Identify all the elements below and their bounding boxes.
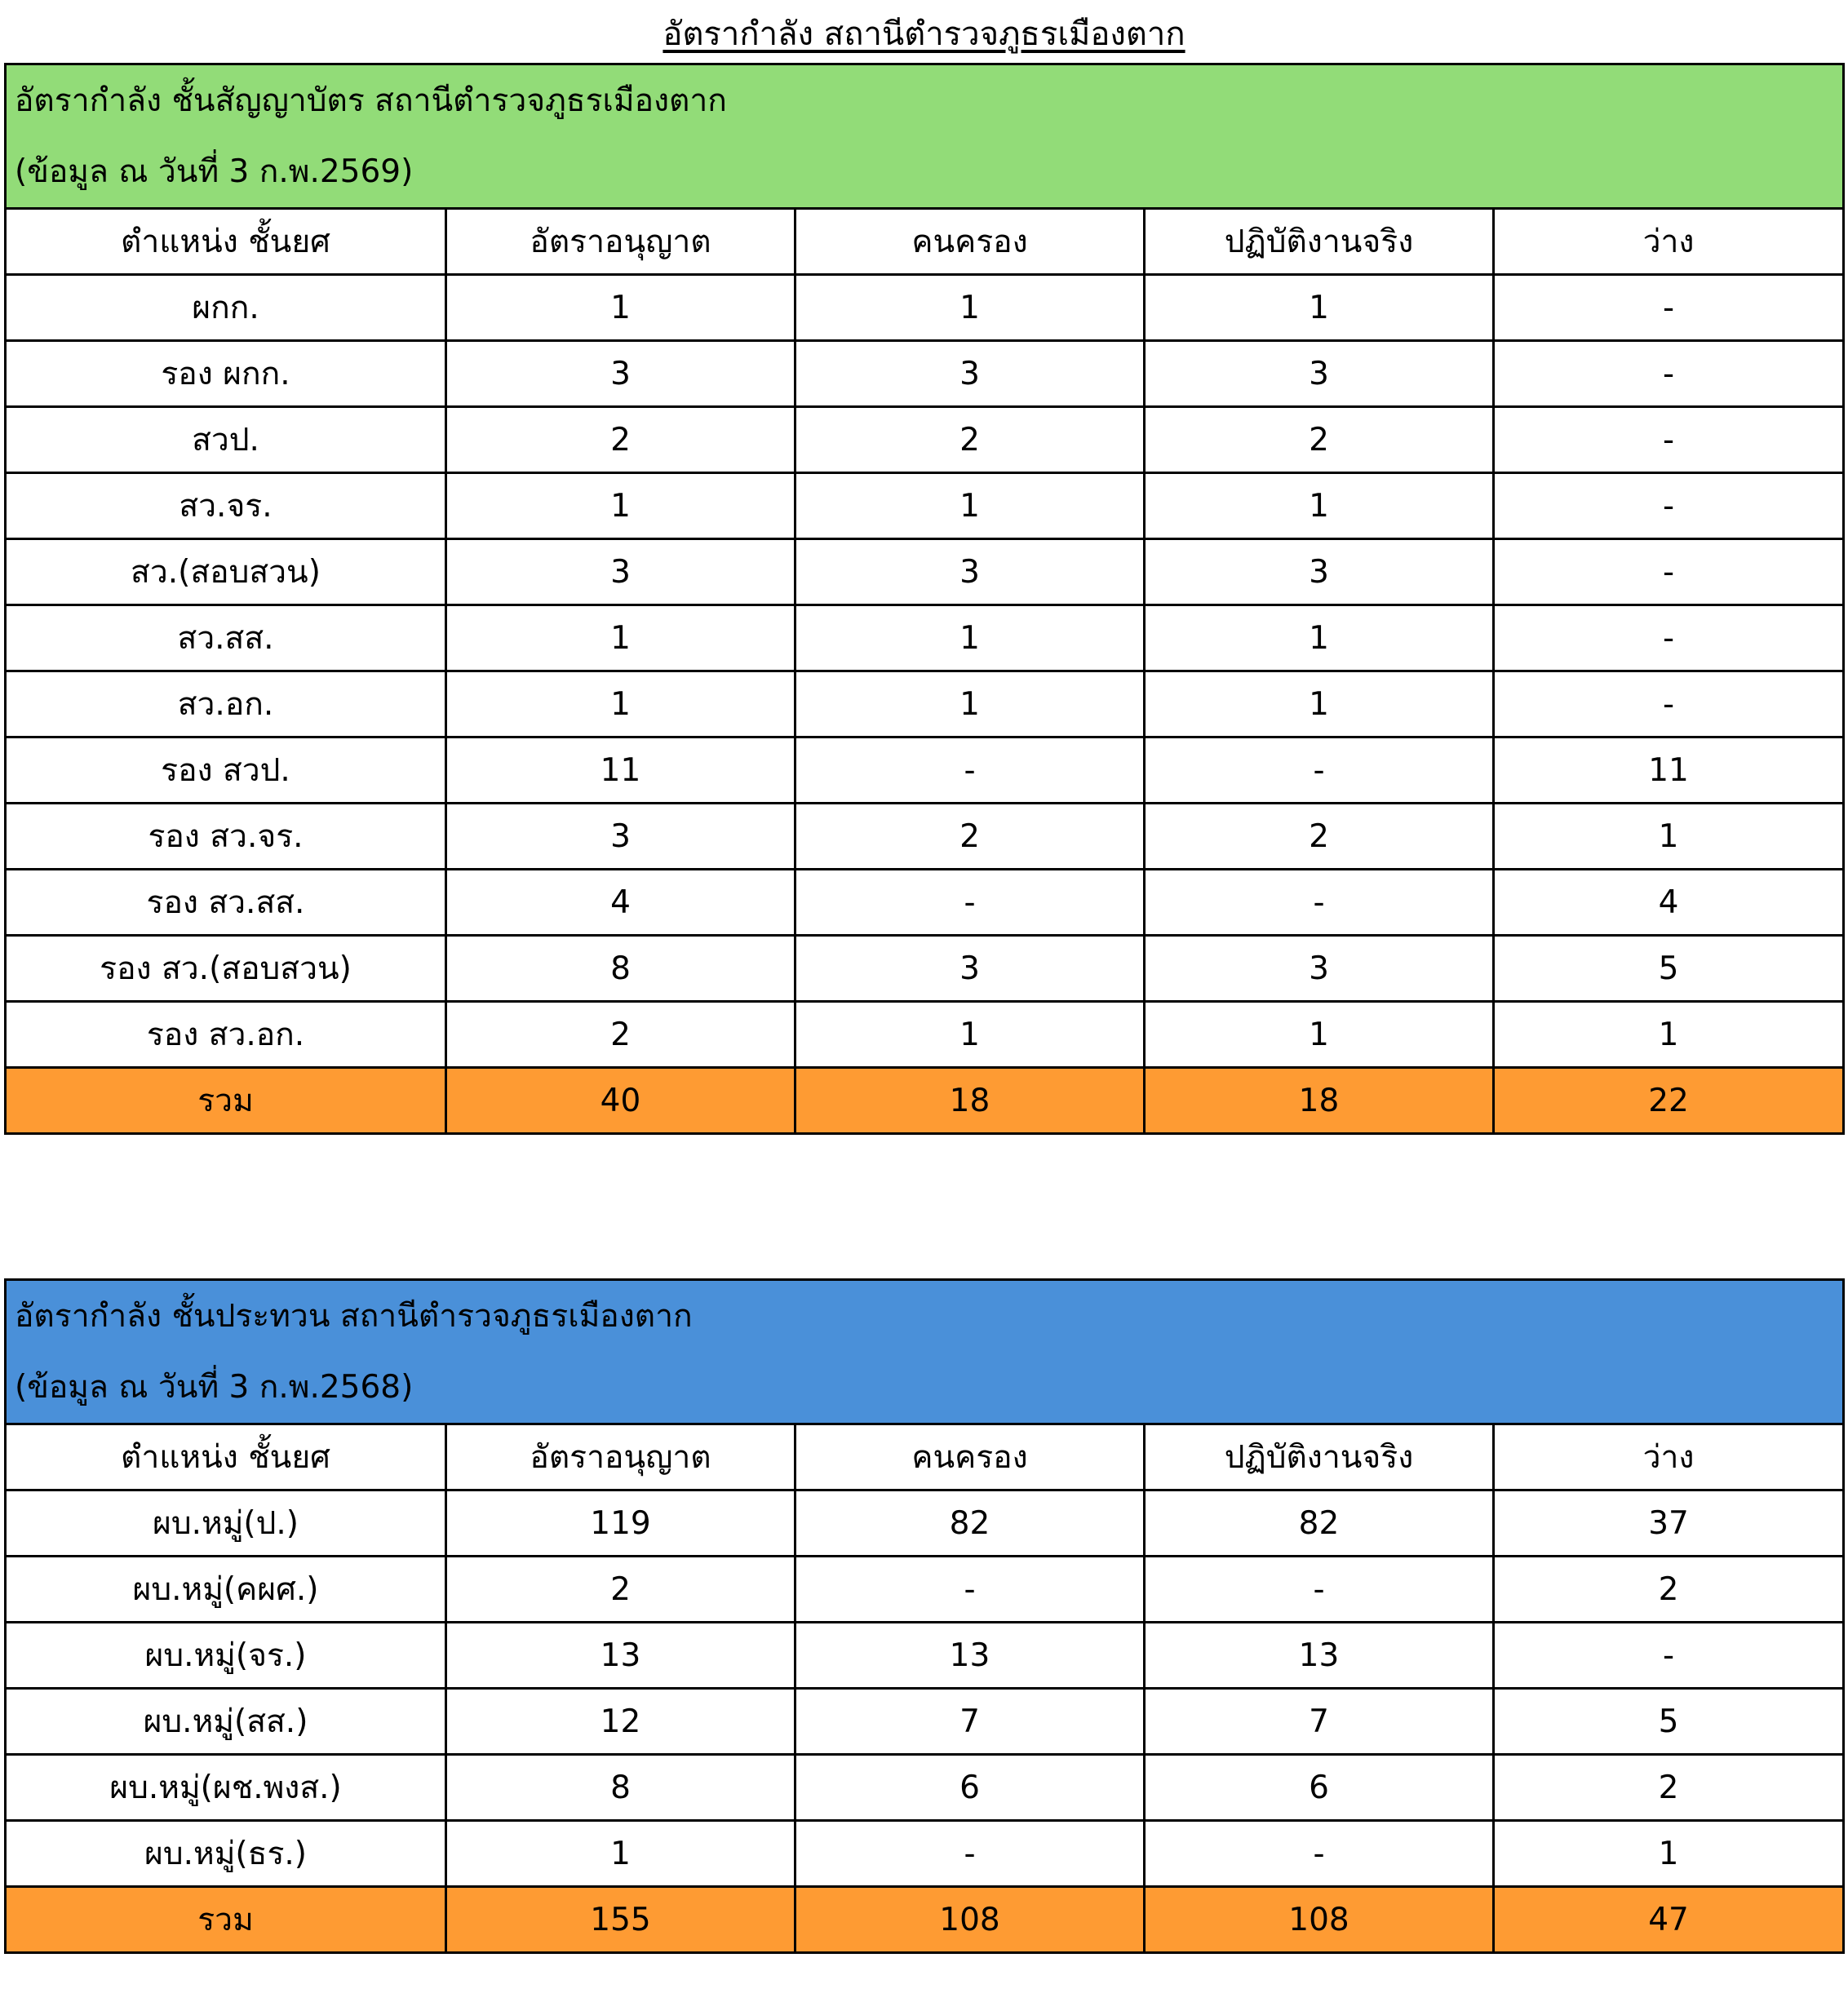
value-cell: 2 — [1494, 1557, 1844, 1623]
value-cell: 3 — [446, 341, 795, 407]
value-cell: 3 — [446, 804, 795, 870]
position-cell: สว.สส. — [6, 605, 446, 671]
column-header: ปฏิบัติงานจริง — [1145, 209, 1494, 275]
column-header: ตำแหน่ง ชั้นยศ — [6, 1424, 446, 1490]
value-cell: 1 — [795, 1002, 1145, 1068]
total-value: 108 — [795, 1887, 1145, 1953]
column-header: อัตราอนุญาต — [446, 1424, 795, 1490]
table-row — [6, 1623, 1844, 1689]
value-cell: - — [1494, 473, 1844, 539]
total-label: รวม — [6, 1887, 446, 1953]
position-cell: ผบ.หมู่(ป.) — [6, 1490, 446, 1557]
value-cell: 37 — [1494, 1490, 1844, 1557]
value-cell: 1 — [446, 605, 795, 671]
total-label: รวม — [6, 1068, 446, 1134]
value-cell: 2 — [1494, 1755, 1844, 1821]
table-title: อัตรากำลัง ชั้นสัญญาบัตร สถานีตำรวจภูธรเมืองตาก — [15, 82, 727, 119]
value-cell: 13 — [446, 1623, 795, 1689]
column-header: คนครอง — [795, 209, 1145, 275]
value-cell: 3 — [795, 341, 1145, 407]
table-date: (ข้อมูล ณ วันที่ 3 ก.พ.2568) — [15, 1369, 414, 1406]
value-cell: - — [795, 1821, 1145, 1887]
value-cell: 1 — [1494, 1821, 1844, 1887]
value-cell: - — [1494, 1623, 1844, 1689]
value-cell: 1 — [795, 473, 1145, 539]
table-row — [6, 1689, 1844, 1755]
value-cell: 6 — [1145, 1755, 1494, 1821]
value-cell: 13 — [795, 1623, 1145, 1689]
total-value: 18 — [1145, 1068, 1494, 1134]
table-row — [6, 804, 1844, 870]
position-cell: ผบ.หมู่(จร.) — [6, 1623, 446, 1689]
value-cell: 3 — [1145, 936, 1494, 1002]
table-row — [6, 870, 1844, 936]
value-cell: 1 — [1494, 1002, 1844, 1068]
column-header: คนครอง — [795, 1424, 1145, 1490]
value-cell: 8 — [446, 936, 795, 1002]
position-cell: ผบ.หมู่(ธร.) — [6, 1821, 446, 1887]
table-row — [6, 1821, 1844, 1887]
table-row — [6, 936, 1844, 1002]
position-cell: ผบ.หมู่(ผช.พงส.) — [6, 1755, 446, 1821]
value-cell: 1 — [1494, 804, 1844, 870]
value-cell: - — [795, 870, 1145, 936]
value-cell: - — [795, 1557, 1145, 1623]
value-cell: - — [1494, 671, 1844, 737]
total-value: 22 — [1494, 1068, 1844, 1134]
value-cell: 1 — [1145, 1002, 1494, 1068]
position-cell: รอง สว.(สอบสวน) — [6, 936, 446, 1002]
column-header: ว่าง — [1494, 209, 1844, 275]
value-cell: 1 — [446, 473, 795, 539]
value-cell: 4 — [1494, 870, 1844, 936]
table-banner — [6, 1280, 1844, 1424]
table-row — [6, 1002, 1844, 1068]
column-header: ว่าง — [1494, 1424, 1844, 1490]
value-cell: 2 — [446, 1002, 795, 1068]
table-row — [6, 605, 1844, 671]
value-cell: - — [1145, 1557, 1494, 1623]
value-cell: - — [1145, 737, 1494, 804]
table-row — [6, 407, 1844, 473]
value-cell: - — [1145, 870, 1494, 936]
total-row — [6, 1068, 1844, 1134]
column-header: อัตราอนุญาต — [446, 209, 795, 275]
value-cell: 3 — [446, 539, 795, 605]
table-banner — [6, 64, 1844, 209]
value-cell: 2 — [1145, 407, 1494, 473]
position-cell: รอง สว.จร. — [6, 804, 446, 870]
table-body — [6, 275, 1844, 1134]
value-cell: 7 — [1145, 1689, 1494, 1755]
total-value: 155 — [446, 1887, 795, 1953]
value-cell: 1 — [795, 605, 1145, 671]
table-row — [6, 1755, 1844, 1821]
position-cell: ผบ.หมู่(สส.) — [6, 1689, 446, 1755]
value-cell: 1 — [446, 275, 795, 341]
value-cell: 1 — [795, 275, 1145, 341]
value-cell: 3 — [795, 539, 1145, 605]
position-cell: สว.(สอบสวน) — [6, 539, 446, 605]
value-cell: 11 — [1494, 737, 1844, 804]
value-cell: 5 — [1494, 936, 1844, 1002]
table-row — [6, 539, 1844, 605]
value-cell: 1 — [1145, 671, 1494, 737]
value-cell: 1 — [1145, 473, 1494, 539]
column-header: ตำแหน่ง ชั้นยศ — [6, 209, 446, 275]
value-cell: - — [795, 737, 1145, 804]
value-cell: 3 — [795, 936, 1145, 1002]
value-cell: 3 — [1145, 341, 1494, 407]
total-value: 40 — [446, 1068, 795, 1134]
value-cell: 5 — [1494, 1689, 1844, 1755]
value-cell: - — [1494, 605, 1844, 671]
position-cell: สว.จร. — [6, 473, 446, 539]
position-cell: รอง สวป. — [6, 737, 446, 804]
value-cell: 1 — [1145, 605, 1494, 671]
value-cell: - — [1494, 539, 1844, 605]
total-row — [6, 1887, 1844, 1953]
position-cell: สวป. — [6, 407, 446, 473]
value-cell: 12 — [446, 1689, 795, 1755]
total-value: 18 — [795, 1068, 1145, 1134]
position-cell: รอง สว.สส. — [6, 870, 446, 936]
position-cell: ผกก. — [6, 275, 446, 341]
value-cell: 4 — [446, 870, 795, 936]
value-cell: 11 — [446, 737, 795, 804]
table-title: อัตรากำลัง ชั้นประทวน สถานีตำรวจภูธรเมืองตาก — [15, 1298, 693, 1335]
value-cell: - — [1494, 341, 1844, 407]
table-date: (ข้อมูล ณ วันที่ 3 ก.พ.2569) — [15, 153, 414, 190]
table-row — [6, 473, 1844, 539]
page-title: อัตรากำลัง สถานีตำรวจภูธรเมืองตาก — [663, 16, 1185, 53]
value-cell: 119 — [446, 1490, 795, 1557]
value-cell: 2 — [446, 1557, 795, 1623]
value-cell: 2 — [795, 407, 1145, 473]
table-row — [6, 275, 1844, 341]
value-cell: 1 — [446, 671, 795, 737]
position-cell: สว.อก. — [6, 671, 446, 737]
position-cell: รอง สว.อก. — [6, 1002, 446, 1068]
value-cell: 82 — [795, 1490, 1145, 1557]
value-cell: 2 — [795, 804, 1145, 870]
value-cell: 1 — [1145, 275, 1494, 341]
total-value: 47 — [1494, 1887, 1844, 1953]
value-cell: 2 — [1145, 804, 1494, 870]
header-row — [6, 1424, 1844, 1490]
column-header: ปฏิบัติงานจริง — [1145, 1424, 1494, 1490]
value-cell: 7 — [795, 1689, 1145, 1755]
value-cell: 82 — [1145, 1490, 1494, 1557]
header-row — [6, 209, 1844, 275]
total-value: 108 — [1145, 1887, 1494, 1953]
table-row — [6, 737, 1844, 804]
non-commissioned-officers-table — [4, 1278, 1845, 1954]
table-row — [6, 341, 1844, 407]
table-row — [6, 1557, 1844, 1623]
value-cell: 13 — [1145, 1623, 1494, 1689]
position-cell: รอง ผกก. — [6, 341, 446, 407]
value-cell: - — [1494, 275, 1844, 341]
table-body — [6, 1490, 1844, 1953]
position-cell: ผบ.หมู่(คผศ.) — [6, 1557, 446, 1623]
commissioned-officers-table — [4, 63, 1845, 1135]
value-cell: 8 — [446, 1755, 795, 1821]
table-row — [6, 671, 1844, 737]
value-cell: - — [1494, 407, 1844, 473]
value-cell: 2 — [446, 407, 795, 473]
value-cell: 6 — [795, 1755, 1145, 1821]
table-row — [6, 1490, 1844, 1557]
value-cell: 3 — [1145, 539, 1494, 605]
value-cell: 1 — [795, 671, 1145, 737]
value-cell: 1 — [446, 1821, 795, 1887]
value-cell: - — [1145, 1821, 1494, 1887]
